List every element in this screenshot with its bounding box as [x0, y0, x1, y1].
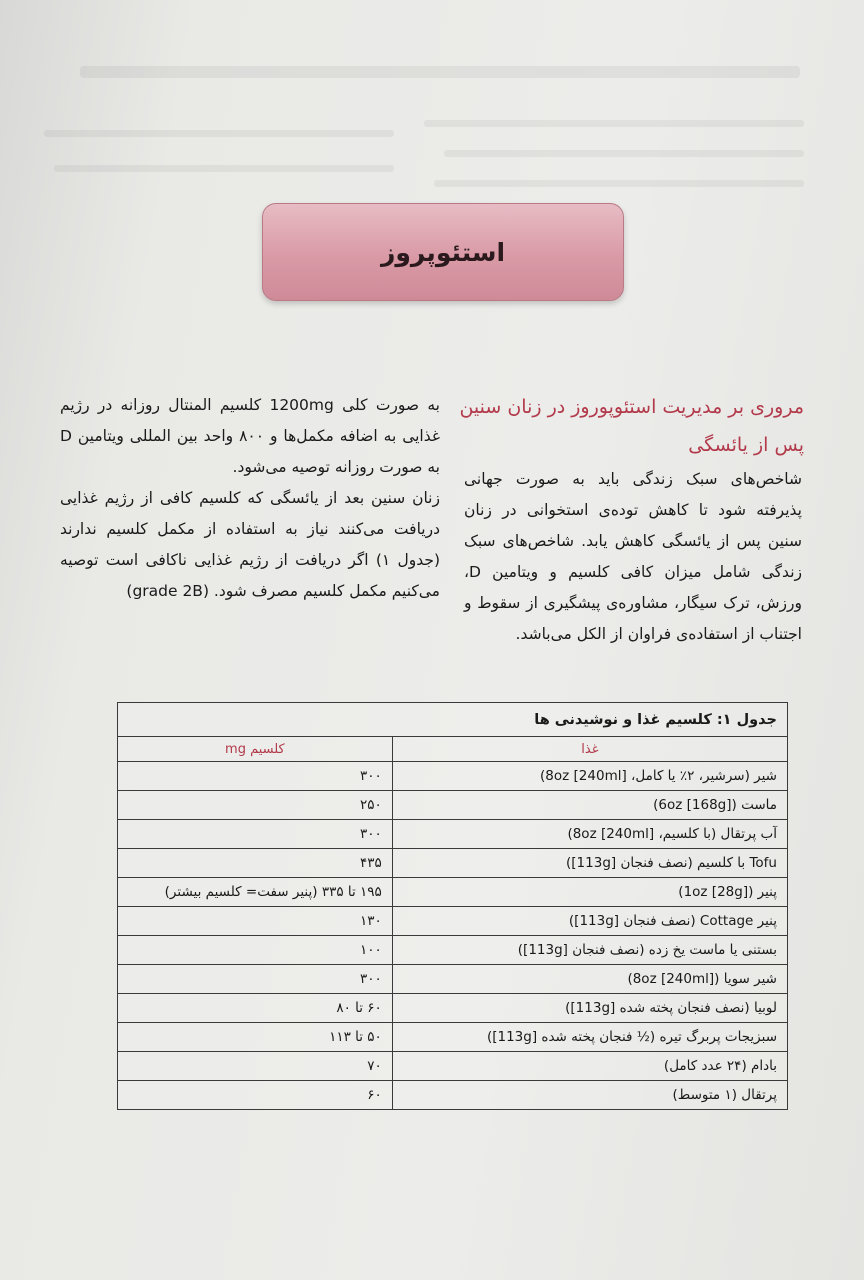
calcium-cell: ۳۰۰ [118, 762, 393, 791]
table-row [118, 907, 788, 936]
calcium-cell: ۱۳۰ [118, 907, 393, 936]
table-caption-row [118, 703, 788, 737]
food-cell: لوبیا (نصف فنجان پخته شده [113g]) [392, 994, 787, 1023]
bleed-through-line [444, 150, 804, 157]
food-cell: ماست ([168g] 6oz) [392, 791, 787, 820]
calcium-cell: ۴۳۵ [118, 849, 393, 878]
table-header-row [118, 737, 788, 762]
table-row [118, 1052, 788, 1081]
calcium-cell: ۶۰ [118, 1081, 393, 1110]
calcium-cell: ۳۰۰ [118, 965, 393, 994]
calcium-recommendation-paragraph: به صورت کلی 1200mg کلسیم المنتال روزانه در رژیم غذایی به اضافه مکمل‌ها و ۸۰۰ واحد بین المللی ویتامین D به صورت روزانه توصیه می‌شود. [60, 396, 440, 476]
table-row [118, 1081, 788, 1110]
table-row [118, 965, 788, 994]
food-cell: Tofu با کلسیم (نصف فنجان [113g]) [392, 849, 787, 878]
food-cell: سبزیجات پربرگ تیره (½ فنجان پخته شده [113g]) [392, 1023, 787, 1052]
food-cell: بادام (۲۴ عدد کامل) [392, 1052, 787, 1081]
bleed-through-line [44, 130, 394, 137]
food-cell: پرتقال (۱ متوسط) [392, 1081, 787, 1110]
chapter-title-box [262, 203, 624, 301]
chapter-title: استئوپروز [380, 237, 506, 267]
calcium-cell: ۶۰ تا ۸۰ [118, 994, 393, 1023]
bleed-through-line [54, 165, 394, 172]
section-heading: مروری بر مدیریت استئوپوروز در زنان سنین پس از یائسگی [459, 396, 804, 456]
table-row [118, 849, 788, 878]
table-row [118, 762, 788, 791]
bleed-through-header [80, 66, 800, 78]
table-row [118, 878, 788, 907]
food-cell: شیر سویا ([240ml] 8oz) [392, 965, 787, 994]
bleed-through-line [434, 180, 804, 187]
calcium-cell: ۳۰۰ [118, 820, 393, 849]
table-row [118, 994, 788, 1023]
calcium-cell: ۱۹۵ تا ۳۳۵ (پنیر سفت= کلسیم بیشتر) [118, 878, 393, 907]
column-header-food: غذا [392, 737, 787, 762]
table-row [118, 791, 788, 820]
food-cell: پنیر ([28g] 1oz) [392, 878, 787, 907]
food-cell: شیر (سرشیر، ۲٪ یا کامل، [240ml] 8oz) [392, 762, 787, 791]
supplement-paragraph: زنان سنین بعد از یائسگی که کلسیم کافی از رژیم غذایی دریافت می‌کنند نیاز به استفاده از مکمل کلسیم ندارند (جدول ۱) اگر دریافت از رژیم غذایی ناکافی است توصیه می‌کنیم مکمل کلسیم مصرف شود. (grade 2B) [60, 489, 440, 600]
table-row [118, 820, 788, 849]
left-column [60, 390, 440, 607]
calcium-cell: ۱۰۰ [118, 936, 393, 965]
lifestyle-paragraph: شاخص‌های سبک زندگی باید به صورت جهانی پذیرفته شود تا کاهش توده‌ی استخوانی در زنان سنین پس از یائسگی کاهش یابد. شاخص‌های سبک زندگی شامل میزان کافی کلسیم و ویتامین D، ورزش، ترک سیگار، مشاوره‌ی پیشگیری از سقوط و اجتناب از استفاده‌ی فراوان از الکل می‌باشد. [464, 470, 802, 643]
food-cell: آب پرتقال (با کلسیم، [240ml] 8oz) [392, 820, 787, 849]
calcium-cell: ۵۰ تا ۱۱۳ [118, 1023, 393, 1052]
calcium-food-table [117, 702, 788, 1110]
table-caption: جدول ۱: کلسیم غذا و نوشیدنی ها [118, 703, 788, 737]
table-row [118, 936, 788, 965]
bleed-through-line [424, 120, 804, 127]
right-column [464, 464, 802, 650]
table-row [118, 1023, 788, 1052]
food-cell: بستنی یا ماست یخ زده (نصف فنجان [113g]) [392, 936, 787, 965]
column-header-calcium: کلسیم mg [118, 737, 393, 762]
calcium-cell: ۲۵۰ [118, 791, 393, 820]
food-cell: پنیر Cottage (نصف فنجان [113g]) [392, 907, 787, 936]
calcium-cell: ۷۰ [118, 1052, 393, 1081]
